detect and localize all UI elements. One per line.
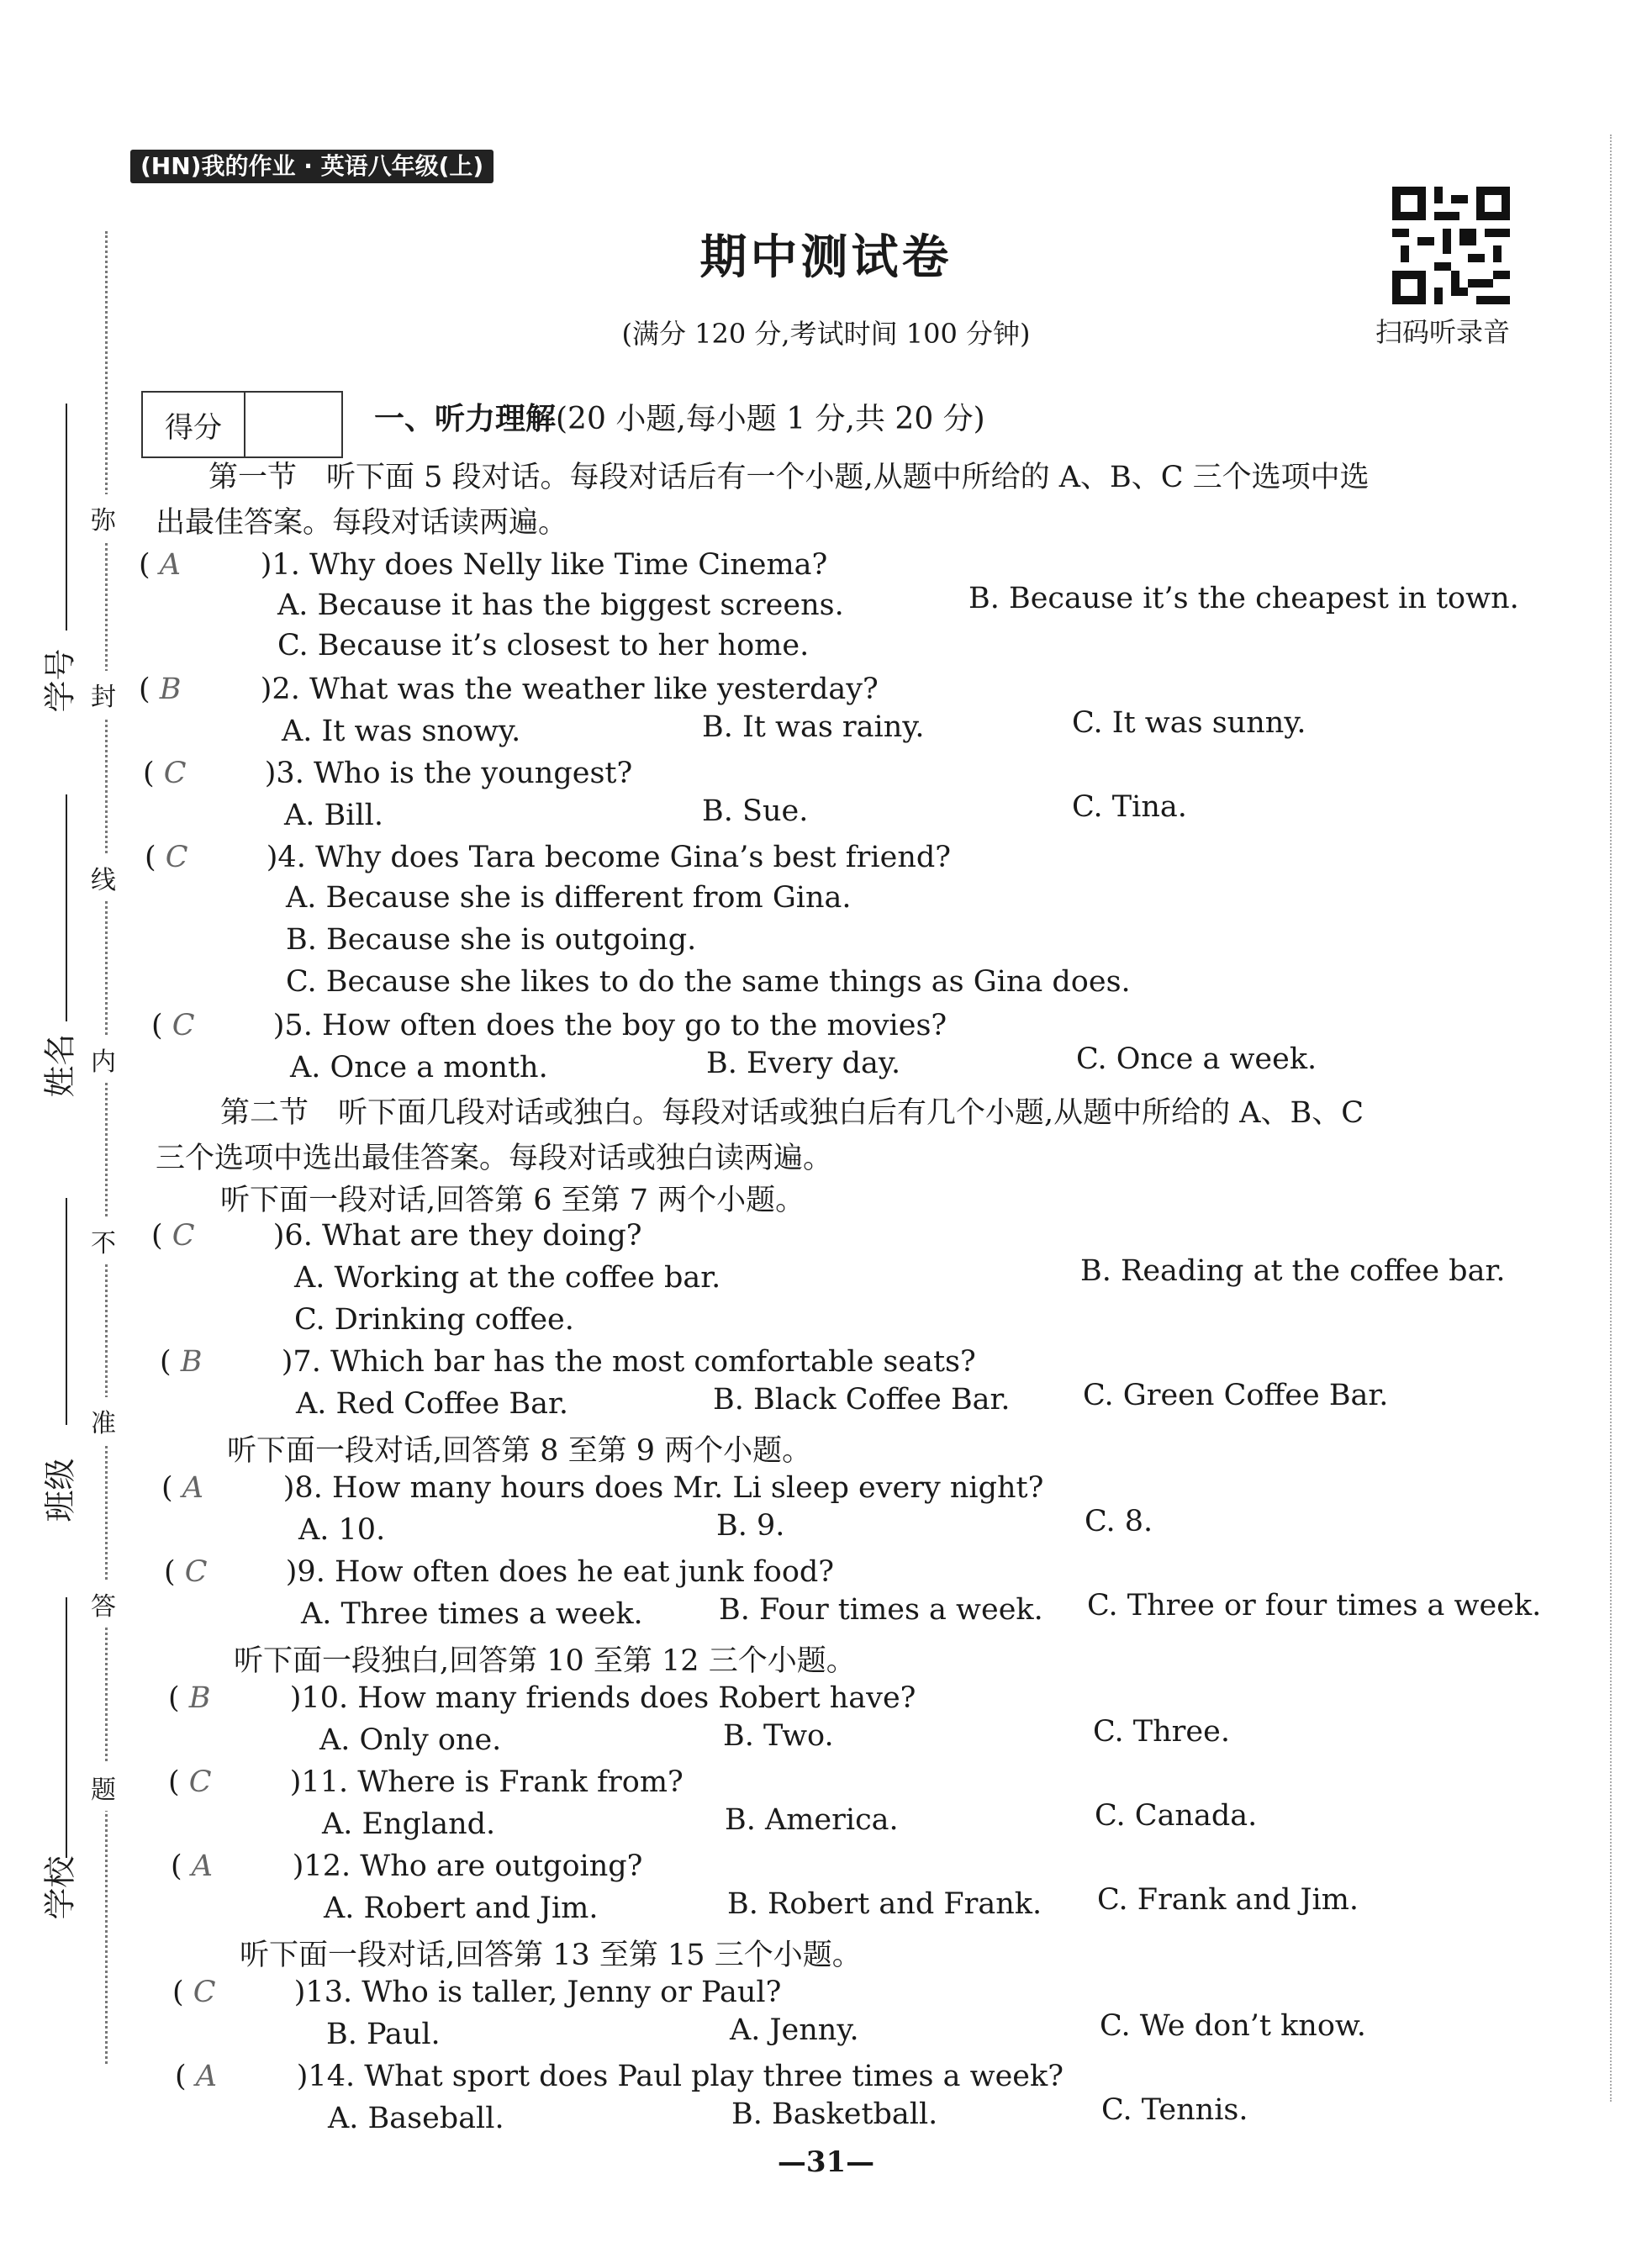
- option-a: A. Because it has the biggest screens.: [277, 588, 844, 622]
- option-c: C. Frank and Jim.: [1097, 1883, 1359, 1917]
- option-c: C. Three.: [1093, 1715, 1230, 1749]
- header-tag: (HN)我的作业 · 英语八年级(上): [130, 150, 493, 183]
- part2-instruction-line: 三个选项中选出最佳答案。每段对话或独白读两遍。: [156, 1142, 833, 1175]
- option-b: B. Every day.: [706, 1047, 901, 1080]
- question-9: ( C )9. How often does he eat junk food?: [164, 1555, 835, 1589]
- question-text: )8. How many hours does Mr. Li sleep every night?: [282, 1471, 1044, 1505]
- answer-mark: C: [165, 841, 188, 874]
- question-4: ( C )4. Why does Tara become Gina’s best friend?: [145, 841, 952, 874]
- option-b: B. Four times a week.: [719, 1593, 1043, 1627]
- question-1: ( A )1. Why does Nelly like Time Cinema?: [139, 548, 828, 582]
- question-text: )9. How often does he eat junk food?: [285, 1555, 835, 1589]
- binding-char: 答: [91, 1580, 116, 1628]
- option-a: A. Because she is different from Gina.: [286, 881, 852, 915]
- option-a: A. Working at the coffee bar.: [294, 1261, 721, 1295]
- question-3: ( C )3. Who is the youngest?: [143, 757, 633, 790]
- qr-code-icon[interactable]: [1392, 187, 1510, 304]
- option-a: A. Robert and Jim.: [324, 1892, 599, 1925]
- option-c: C. Three or four times a week.: [1087, 1589, 1542, 1622]
- answer-mark: A: [191, 1849, 214, 1883]
- answer-mark: A: [159, 548, 182, 582]
- binding-char: 线: [91, 854, 116, 901]
- right-margin-line: [1610, 135, 1612, 2102]
- score-box: [141, 391, 343, 458]
- question-8: ( A )8. How many hours does Mr. Li sleep every night?: [161, 1471, 1044, 1505]
- question-text: )1. Why does Nelly like Time Cinema?: [260, 548, 828, 582]
- side-label-school: 学校: [41, 1855, 79, 1920]
- answer-mark: C: [188, 1765, 212, 1799]
- binding-line: [66, 1198, 67, 1425]
- group-note: 听下面一段对话,回答第 6 至第 7 两个小题。: [220, 1184, 805, 1217]
- binding-line: [66, 404, 67, 631]
- option-c: C. We don’t know.: [1100, 2009, 1366, 2043]
- answer-mark: B: [180, 1345, 203, 1379]
- option-a: B. Paul.: [326, 2018, 441, 2051]
- option-a: A. Three times a week.: [301, 1597, 643, 1631]
- option-a: A. Once a month.: [290, 1051, 548, 1084]
- answer-mark: A: [195, 2060, 218, 2093]
- option-a: A. Only one.: [319, 1723, 502, 1757]
- option-c: C. Because it’s closest to her home.: [277, 629, 810, 662]
- option-a: A. Red Coffee Bar.: [296, 1387, 568, 1421]
- side-label-student-id: 学号: [41, 648, 79, 713]
- binding-char: 弥: [91, 494, 116, 541]
- question-11: ( C )11. Where is Frank from?: [168, 1765, 683, 1799]
- option-c: C. Drinking coffee.: [294, 1303, 574, 1337]
- answer-mark: C: [172, 1009, 195, 1042]
- option-c: C. It was sunny.: [1072, 706, 1306, 740]
- part1-instruction-line: 第一节 听下面 5 段对话。每段对话后有一个小题,从题中所给的 A、B、C 三个选项中选: [208, 461, 1370, 494]
- part1-instruction-line: 出最佳答案。每段对话读两遍。: [156, 506, 568, 540]
- option-a: A. England.: [322, 1807, 496, 1841]
- option-c: C. Tina.: [1072, 790, 1187, 824]
- page-subtitle: (满分 120 分,考试时间 100 分钟): [621, 318, 1031, 350]
- page-number: —31—: [777, 2145, 875, 2179]
- page-title: 期中测试卷: [699, 230, 953, 285]
- answer-mark: C: [163, 757, 187, 790]
- section-title-rest: (20 小题,每小题 1 分,共 20 分): [556, 402, 985, 436]
- option-c: C. Tennis.: [1101, 2093, 1248, 2127]
- option-c: C. 8.: [1085, 1505, 1153, 1538]
- question-text: )4. Why does Tara become Gina’s best friend?: [266, 841, 952, 874]
- option-b: A. Jenny.: [730, 2013, 859, 2047]
- option-b: B. Black Coffee Bar.: [713, 1383, 1011, 1417]
- option-b: B. Reading at the coffee bar.: [1080, 1254, 1506, 1288]
- part2-instruction-line: 第二节 听下面几段对话或独白。每段对话或独白后有几个小题,从题中所给的 A、B、C: [220, 1096, 1364, 1130]
- option-c: C. Green Coffee Bar.: [1083, 1379, 1389, 1412]
- question-text: )11. Where is Frank from?: [289, 1765, 683, 1799]
- question-13: ( C )13. Who is taller, Jenny or Paul?: [172, 1976, 782, 2009]
- binding-char: 不: [91, 1217, 116, 1264]
- question-text: )10. How many friends does Robert have?: [289, 1681, 916, 1715]
- group-note: 听下面一段对话,回答第 13 至第 15 三个小题。: [240, 1939, 862, 1972]
- option-a: A. 10.: [298, 1513, 386, 1547]
- group-note: 听下面一段对话,回答第 8 至第 9 两个小题。: [227, 1434, 812, 1468]
- answer-mark: C: [184, 1555, 208, 1589]
- option-a: A. It was snowy.: [282, 715, 521, 748]
- side-label-class: 班级: [41, 1458, 79, 1522]
- question-text: )12. Who are outgoing?: [292, 1849, 643, 1883]
- option-c: C. Canada.: [1095, 1799, 1258, 1833]
- answer-mark: B: [188, 1681, 211, 1715]
- question-12: ( A )12. Who are outgoing?: [171, 1849, 643, 1883]
- question-7: ( B )7. Which bar has the most comfortable seats?: [160, 1345, 976, 1379]
- option-c: C. Because she likes to do the same things as Gina does.: [286, 965, 1131, 999]
- question-text: )6. What are they doing?: [272, 1219, 642, 1253]
- binding-line: [66, 1597, 67, 1858]
- group-note: 听下面一段独白,回答第 10 至第 12 三个小题。: [234, 1644, 856, 1678]
- answer-mark: C: [172, 1219, 195, 1253]
- question-10: ( B )10. How many friends does Robert have?: [168, 1681, 916, 1715]
- answer-mark: C: [193, 1976, 216, 2009]
- binding-char: 封: [91, 671, 116, 718]
- question-text: )2. What was the weather like yesterday?: [260, 673, 879, 706]
- question-14: ( A )14. What sport does Paul play three times a week?: [175, 2060, 1064, 2093]
- option-b: B. Two.: [723, 1719, 834, 1753]
- question-text: )3. Who is the youngest?: [264, 757, 633, 790]
- section-title: [374, 395, 985, 438]
- option-b: B. Because it’s the cheapest in town.: [969, 582, 1519, 615]
- option-b: B. It was rainy.: [702, 710, 925, 744]
- binding-line: [66, 794, 67, 1021]
- question-text: )13. Who is taller, Jenny or Paul?: [293, 1976, 782, 2009]
- question-6: ( C )6. What are they doing?: [151, 1219, 642, 1253]
- section-title-bold: 一、听力理解: [374, 402, 557, 436]
- question-5: ( C )5. How often does the boy go to the movies?: [151, 1009, 947, 1042]
- option-c: C. Once a week.: [1076, 1042, 1317, 1076]
- option-b: B. America.: [725, 1803, 899, 1837]
- binding-char: 内: [91, 1036, 116, 1083]
- option-b: B. 9.: [716, 1509, 785, 1543]
- answer-mark: A: [182, 1471, 204, 1505]
- option-b: B. Sue.: [702, 794, 809, 828]
- option-b: B. Because she is outgoing.: [286, 923, 697, 957]
- answer-mark: B: [159, 673, 182, 706]
- side-label-name: 姓名: [41, 1033, 79, 1098]
- qr-label: 扫码听录音: [1375, 316, 1511, 348]
- option-a: A. Bill.: [284, 799, 383, 832]
- question-text: )5. How often does the boy go to the movies?: [272, 1009, 947, 1042]
- binding-char: 题: [91, 1764, 116, 1811]
- option-a: A. Baseball.: [328, 2102, 504, 2135]
- option-b: B. Basketball.: [731, 2097, 938, 2131]
- question-text: )7. Which bar has the most comfortable seats?: [281, 1345, 976, 1379]
- score-blank[interactable]: [245, 393, 341, 456]
- binding-char: 准: [91, 1397, 116, 1444]
- option-b: B. Robert and Frank.: [727, 1887, 1042, 1921]
- score-label: 得分: [143, 393, 245, 456]
- question-text: )14. What sport does Paul play three times a week?: [296, 2060, 1064, 2093]
- question-2: ( B )2. What was the weather like yesterday?: [139, 673, 879, 706]
